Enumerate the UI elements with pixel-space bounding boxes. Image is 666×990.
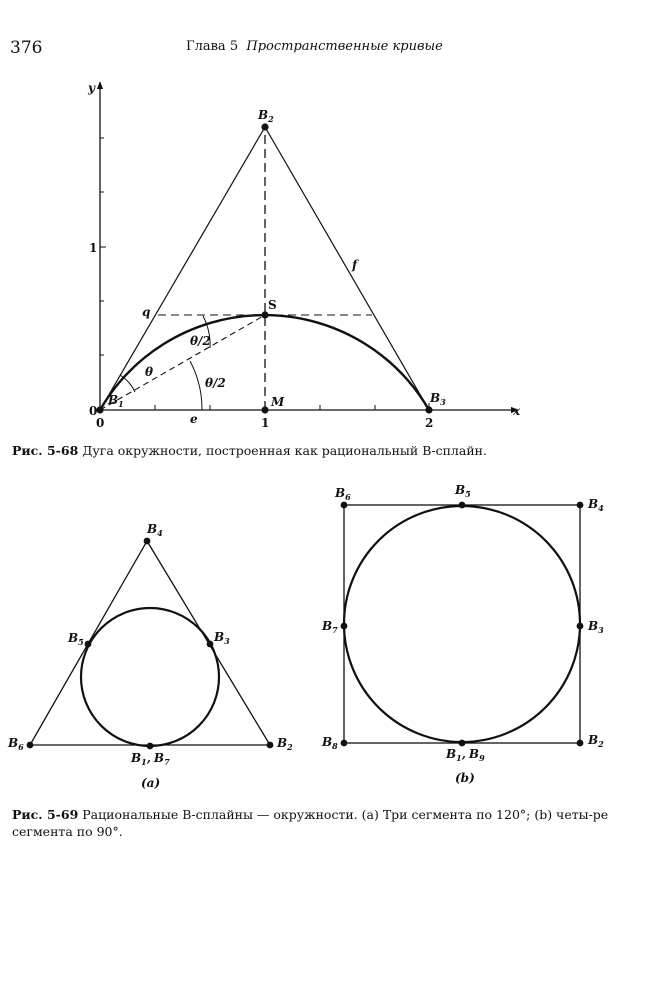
label-b1: B1	[108, 393, 124, 409]
origin-label: 0	[89, 404, 98, 418]
label-b-b7: B7	[322, 619, 338, 635]
caption-fig-5-69	[12, 806, 612, 840]
dashed-chord	[100, 315, 265, 410]
inscribed-circle-b	[344, 506, 580, 742]
sublabel-a: (a)	[141, 776, 161, 790]
label-b-b5: B5	[455, 483, 471, 499]
label-e: e	[190, 412, 198, 426]
label-a-b4: B4	[147, 522, 163, 538]
x-tick-0: 0	[96, 416, 105, 430]
point-b-b3	[577, 623, 584, 630]
sublabel-b: (b)	[455, 771, 475, 785]
point-a-b6	[27, 742, 34, 749]
y-axis-label: y	[88, 81, 95, 95]
point-b-b8	[341, 740, 348, 747]
point-a-b1	[147, 743, 154, 750]
caption-text: Дуга окружности, построенная как рациональный В-сплайн.	[82, 443, 487, 458]
chapter-number: Глава 5	[186, 39, 239, 54]
label-theta: θ	[145, 365, 154, 379]
label-b-b4: B4	[588, 497, 604, 513]
label-b-b2: B2	[588, 733, 604, 749]
label-b3: B3	[430, 391, 446, 407]
figure-5-69a	[7, 522, 293, 790]
figure-5-69b	[321, 483, 604, 785]
point-m	[261, 406, 268, 413]
point-a-b4	[144, 538, 151, 545]
label-b-b8: B8	[322, 735, 338, 751]
point-b2	[261, 123, 268, 130]
point-a-b3	[207, 641, 214, 648]
label-q: q	[142, 305, 151, 319]
point-a-b2	[267, 742, 274, 749]
caption-fig-5-68	[12, 442, 652, 459]
label-f: f	[352, 258, 358, 272]
caption-text: Рациональные В-сплайны — окружности. (a) Три сегмента по 120°; (b) четы-ре сегмента по 90°.	[12, 807, 609, 839]
label-a-b6: B6	[8, 736, 24, 752]
label-b-b3: B3	[588, 619, 604, 635]
label-s: S	[268, 298, 277, 312]
label-a-b2: B2	[277, 736, 293, 752]
label-a-b3: B3	[214, 630, 230, 646]
y-tick-1: 1	[89, 241, 98, 255]
point-s	[261, 311, 268, 318]
label-a-b5: B5	[68, 631, 84, 647]
label-b2: B2	[258, 108, 274, 124]
polygon-edge-b1-b2	[100, 127, 265, 410]
point-b-b7	[341, 623, 348, 630]
polygon-edge-b2-b3	[265, 127, 429, 410]
point-b-b2	[577, 740, 584, 747]
label-b-b1-b9: B1, B9	[446, 747, 485, 763]
figure-5-68	[87, 81, 521, 430]
inscribed-circle	[81, 608, 219, 746]
x-tick-2: 2	[425, 416, 434, 430]
caption-label: Рис. 5-69	[12, 807, 79, 822]
label-half-angle-1: θ/2	[190, 334, 211, 348]
label-b-b6: B6	[335, 486, 351, 502]
point-b1	[96, 406, 103, 413]
point-b-b6	[341, 502, 348, 509]
caption-label: Рис. 5-68	[12, 443, 79, 458]
point-b-b4	[577, 502, 584, 509]
chapter-title: Пространственные кривые	[246, 39, 443, 54]
label-a-b1-b7: B1, B7	[131, 751, 170, 767]
x-axis-label: x	[513, 404, 521, 418]
page-number: 376	[10, 38, 43, 58]
label-m: M	[271, 395, 285, 409]
triangle-polygon	[30, 541, 270, 745]
point-b3	[425, 406, 432, 413]
point-a-b5	[85, 641, 92, 648]
point-b-b5	[459, 502, 466, 509]
angle-arc-half-2	[190, 361, 202, 410]
point-b-b1	[459, 740, 466, 747]
label-half-angle-2: θ/2	[205, 376, 226, 390]
x-tick-1: 1	[261, 416, 270, 430]
